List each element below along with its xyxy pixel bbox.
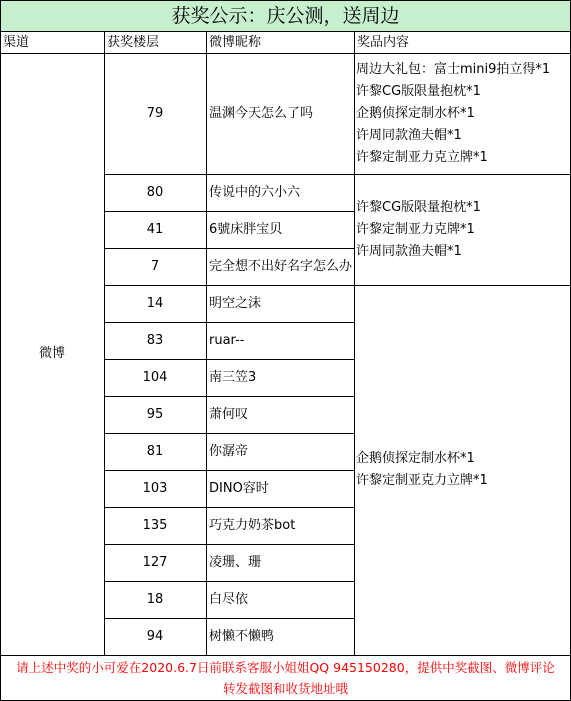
prize-item: 许黎CG版限量抱枕*1 <box>356 83 481 99</box>
floor-cell: 104 <box>142 369 168 385</box>
footer-line-1: 请上述中奖的小可爱在2020.6.7日前联系客服小姐姐QQ 945150280，提供中奖截图、微博评论 <box>16 660 555 675</box>
prize-item: 企鹅侦探定制水杯*1 <box>356 105 475 121</box>
prize-item: 许黎定制亚力克牌*1 <box>356 221 475 237</box>
grid-line <box>104 433 354 434</box>
grid-line <box>354 174 571 175</box>
floor-cell: 79 <box>146 105 164 121</box>
prize-item: 许黎定制亚克力立牌*1 <box>356 473 488 488</box>
floor-cell: 14 <box>146 295 164 311</box>
floor-cell: 95 <box>146 406 164 422</box>
grid-line <box>104 396 354 397</box>
grid-line <box>104 581 354 582</box>
grid-line <box>104 211 354 212</box>
grid-line <box>104 470 354 471</box>
floor-cell: 103 <box>142 480 168 496</box>
prize-group-3 <box>354 285 571 655</box>
nickname-cell: 树懒不懒鸭 <box>209 628 275 644</box>
nickname-cell: 凌珊、珊 <box>209 554 262 570</box>
grid-line <box>104 32 105 655</box>
floor-cell: 81 <box>146 443 164 459</box>
nickname-cell: 南三笠3 <box>209 369 257 385</box>
prize-item: 周边大礼包：富士mini9拍立得*1 <box>356 61 551 77</box>
grid-line <box>0 32 1 655</box>
header-channel: 渠道 <box>3 34 30 50</box>
grid-line <box>104 285 354 286</box>
prize-item: 企鹅侦探定制水杯*1 <box>356 451 475 466</box>
floor-cell: 83 <box>146 332 164 348</box>
grid-line <box>104 322 354 323</box>
nickname-cell: 温渊今天怎么了吗 <box>209 105 314 121</box>
floor-cell: 94 <box>146 628 164 644</box>
nickname-cell: DINO容时 <box>209 480 269 496</box>
nickname-cell: ruar-- <box>209 332 245 348</box>
floor-cell: 135 <box>142 517 168 533</box>
nickname-cell: 6號床胖宝贝 <box>209 221 283 237</box>
grid-line <box>104 248 354 249</box>
nickname-cell: 白尽依 <box>209 591 249 607</box>
nickname-cell: 巧克力奶茶bot <box>209 517 296 533</box>
nickname-cell: 你潺帝 <box>209 443 249 459</box>
nickname-cell: 明空之沫 <box>209 295 262 311</box>
sheet-title: 获奖公示：庆公测，送周边 <box>0 0 571 32</box>
grid-line <box>0 53 571 54</box>
footer-notice <box>0 655 571 701</box>
prize-item: 许周同款渔夫帽*1 <box>356 243 462 259</box>
grid-line <box>206 32 207 655</box>
prize-item: 许黎CG版限量抱枕*1 <box>356 199 481 215</box>
header-floor: 获奖楼层 <box>107 34 160 50</box>
prize-item: 许周同款渔夫帽*1 <box>356 127 462 143</box>
header-nickname: 微博昵称 <box>209 34 262 50</box>
prize-group-1 <box>354 53 571 174</box>
nickname-cell: 萧何叹 <box>209 406 249 422</box>
grid-line <box>354 32 355 655</box>
grid-line <box>354 285 571 286</box>
grid-line <box>104 174 354 175</box>
prize-item: 许黎定制亚力克立牌*1 <box>356 149 488 165</box>
footer-line-2: 转发截图和收货地址哦 <box>222 681 348 696</box>
floor-cell: 127 <box>142 554 168 570</box>
nickname-cell: 完全想不出好名字怎么办 <box>209 258 353 274</box>
grid-line <box>104 544 354 545</box>
grid-line <box>104 507 354 508</box>
floor-cell: 7 <box>150 258 160 274</box>
prize-group-2 <box>354 174 571 285</box>
nickname-cell: 传说中的六小六 <box>209 184 301 200</box>
grid-line <box>104 618 354 619</box>
floor-cell: 80 <box>146 184 164 200</box>
floor-cell: 18 <box>146 591 164 607</box>
floor-cell: 41 <box>146 221 164 237</box>
channel-cell: 微博 <box>38 346 65 361</box>
grid-line <box>104 359 354 360</box>
header-prize: 奖品内容 <box>357 34 410 50</box>
